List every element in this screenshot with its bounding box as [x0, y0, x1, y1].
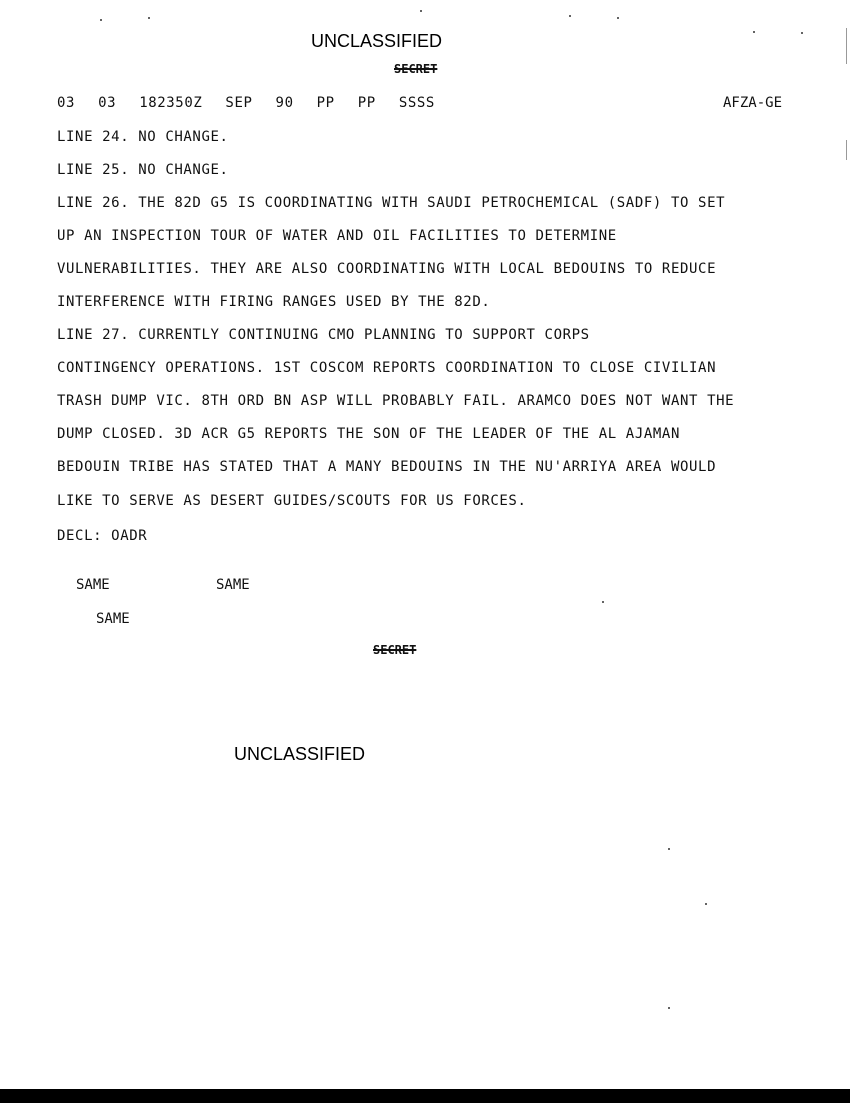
scan-speck — [569, 15, 571, 17]
caveat-top-struck: SECRET — [394, 62, 438, 76]
scan-speck — [668, 848, 670, 850]
dtg-field: 03 — [57, 95, 76, 111]
scan-speck — [753, 31, 755, 33]
scan-speck — [602, 601, 604, 603]
caveat-bottom-struck: SECRET — [373, 643, 417, 657]
dtg-field: SSSS — [398, 95, 435, 111]
dtg-field: SEP — [225, 95, 253, 111]
body-line: LINE 24. NO CHANGE. — [57, 129, 229, 145]
scan-speck — [100, 19, 102, 21]
scan-speck — [705, 903, 707, 905]
body-line: CONTINGENCY OPERATIONS. 1ST COSCOM REPORTS COORDINATION TO CLOSE CIVILIAN — [57, 360, 717, 376]
dtg-field: 182350Z — [139, 95, 203, 111]
same-mark: SAME — [96, 611, 130, 627]
body-line: LINE 25. NO CHANGE. — [57, 162, 229, 178]
body-line: LINE 27. CURRENTLY CONTINUING CMO PLANNING TO SUPPORT CORPS — [57, 327, 590, 343]
dtg-line — [57, 95, 449, 111]
scan-edge-mark — [846, 28, 847, 64]
same-mark: SAME — [216, 577, 250, 593]
scan-edge-mark — [846, 140, 847, 160]
scan-speck — [617, 17, 619, 19]
body-line: LIKE TO SERVE AS DESERT GUIDES/SCOUTS FOR US FORCES. — [57, 493, 527, 509]
classification-bottom: UNCLASSIFIED — [234, 744, 366, 764]
scan-speck — [668, 1007, 670, 1009]
dtg-field: PP — [357, 95, 376, 111]
scan-speck — [148, 17, 150, 19]
body-line: TRASH DUMP VIC. 8TH ORD BN ASP WILL PROBABLY FAIL. ARAMCO DOES NOT WANT THE — [57, 393, 735, 409]
declassification-line: DECL: OADR — [57, 528, 148, 544]
dtg-field: 90 — [275, 95, 294, 111]
dtg-field: 03 — [98, 95, 117, 111]
body-line: VULNERABILITIES. THEY ARE ALSO COORDINATING WITH LOCAL BEDOUINS TO REDUCE — [57, 261, 717, 277]
scan-speck — [420, 10, 422, 12]
classification-top: UNCLASSIFIED — [311, 31, 443, 51]
body-line: DUMP CLOSED. 3D ACR G5 REPORTS THE SON OF THE LEADER OF THE AL AJAMAN — [57, 426, 680, 442]
dtg-field: PP — [316, 95, 335, 111]
body-line: BEDOUIN TRIBE HAS STATED THAT A MANY BEDOUINS IN THE NU'ARRIYA AREA WOULD — [57, 459, 717, 475]
body-line: LINE 26. THE 82D G5 IS COORDINATING WITH SAUDI PETROCHEMICAL (SADF) TO SET — [57, 195, 726, 211]
same-mark: SAME — [76, 577, 110, 593]
body-line: UP AN INSPECTION TOUR OF WATER AND OIL FACILITIES TO DETERMINE — [57, 228, 617, 244]
scan-bottom-border — [0, 1089, 850, 1103]
scan-speck — [801, 32, 803, 34]
body-line: INTERFERENCE WITH FIRING RANGES USED BY THE 82D. — [57, 294, 491, 310]
routing-indicator: AFZA-GE — [723, 95, 783, 111]
